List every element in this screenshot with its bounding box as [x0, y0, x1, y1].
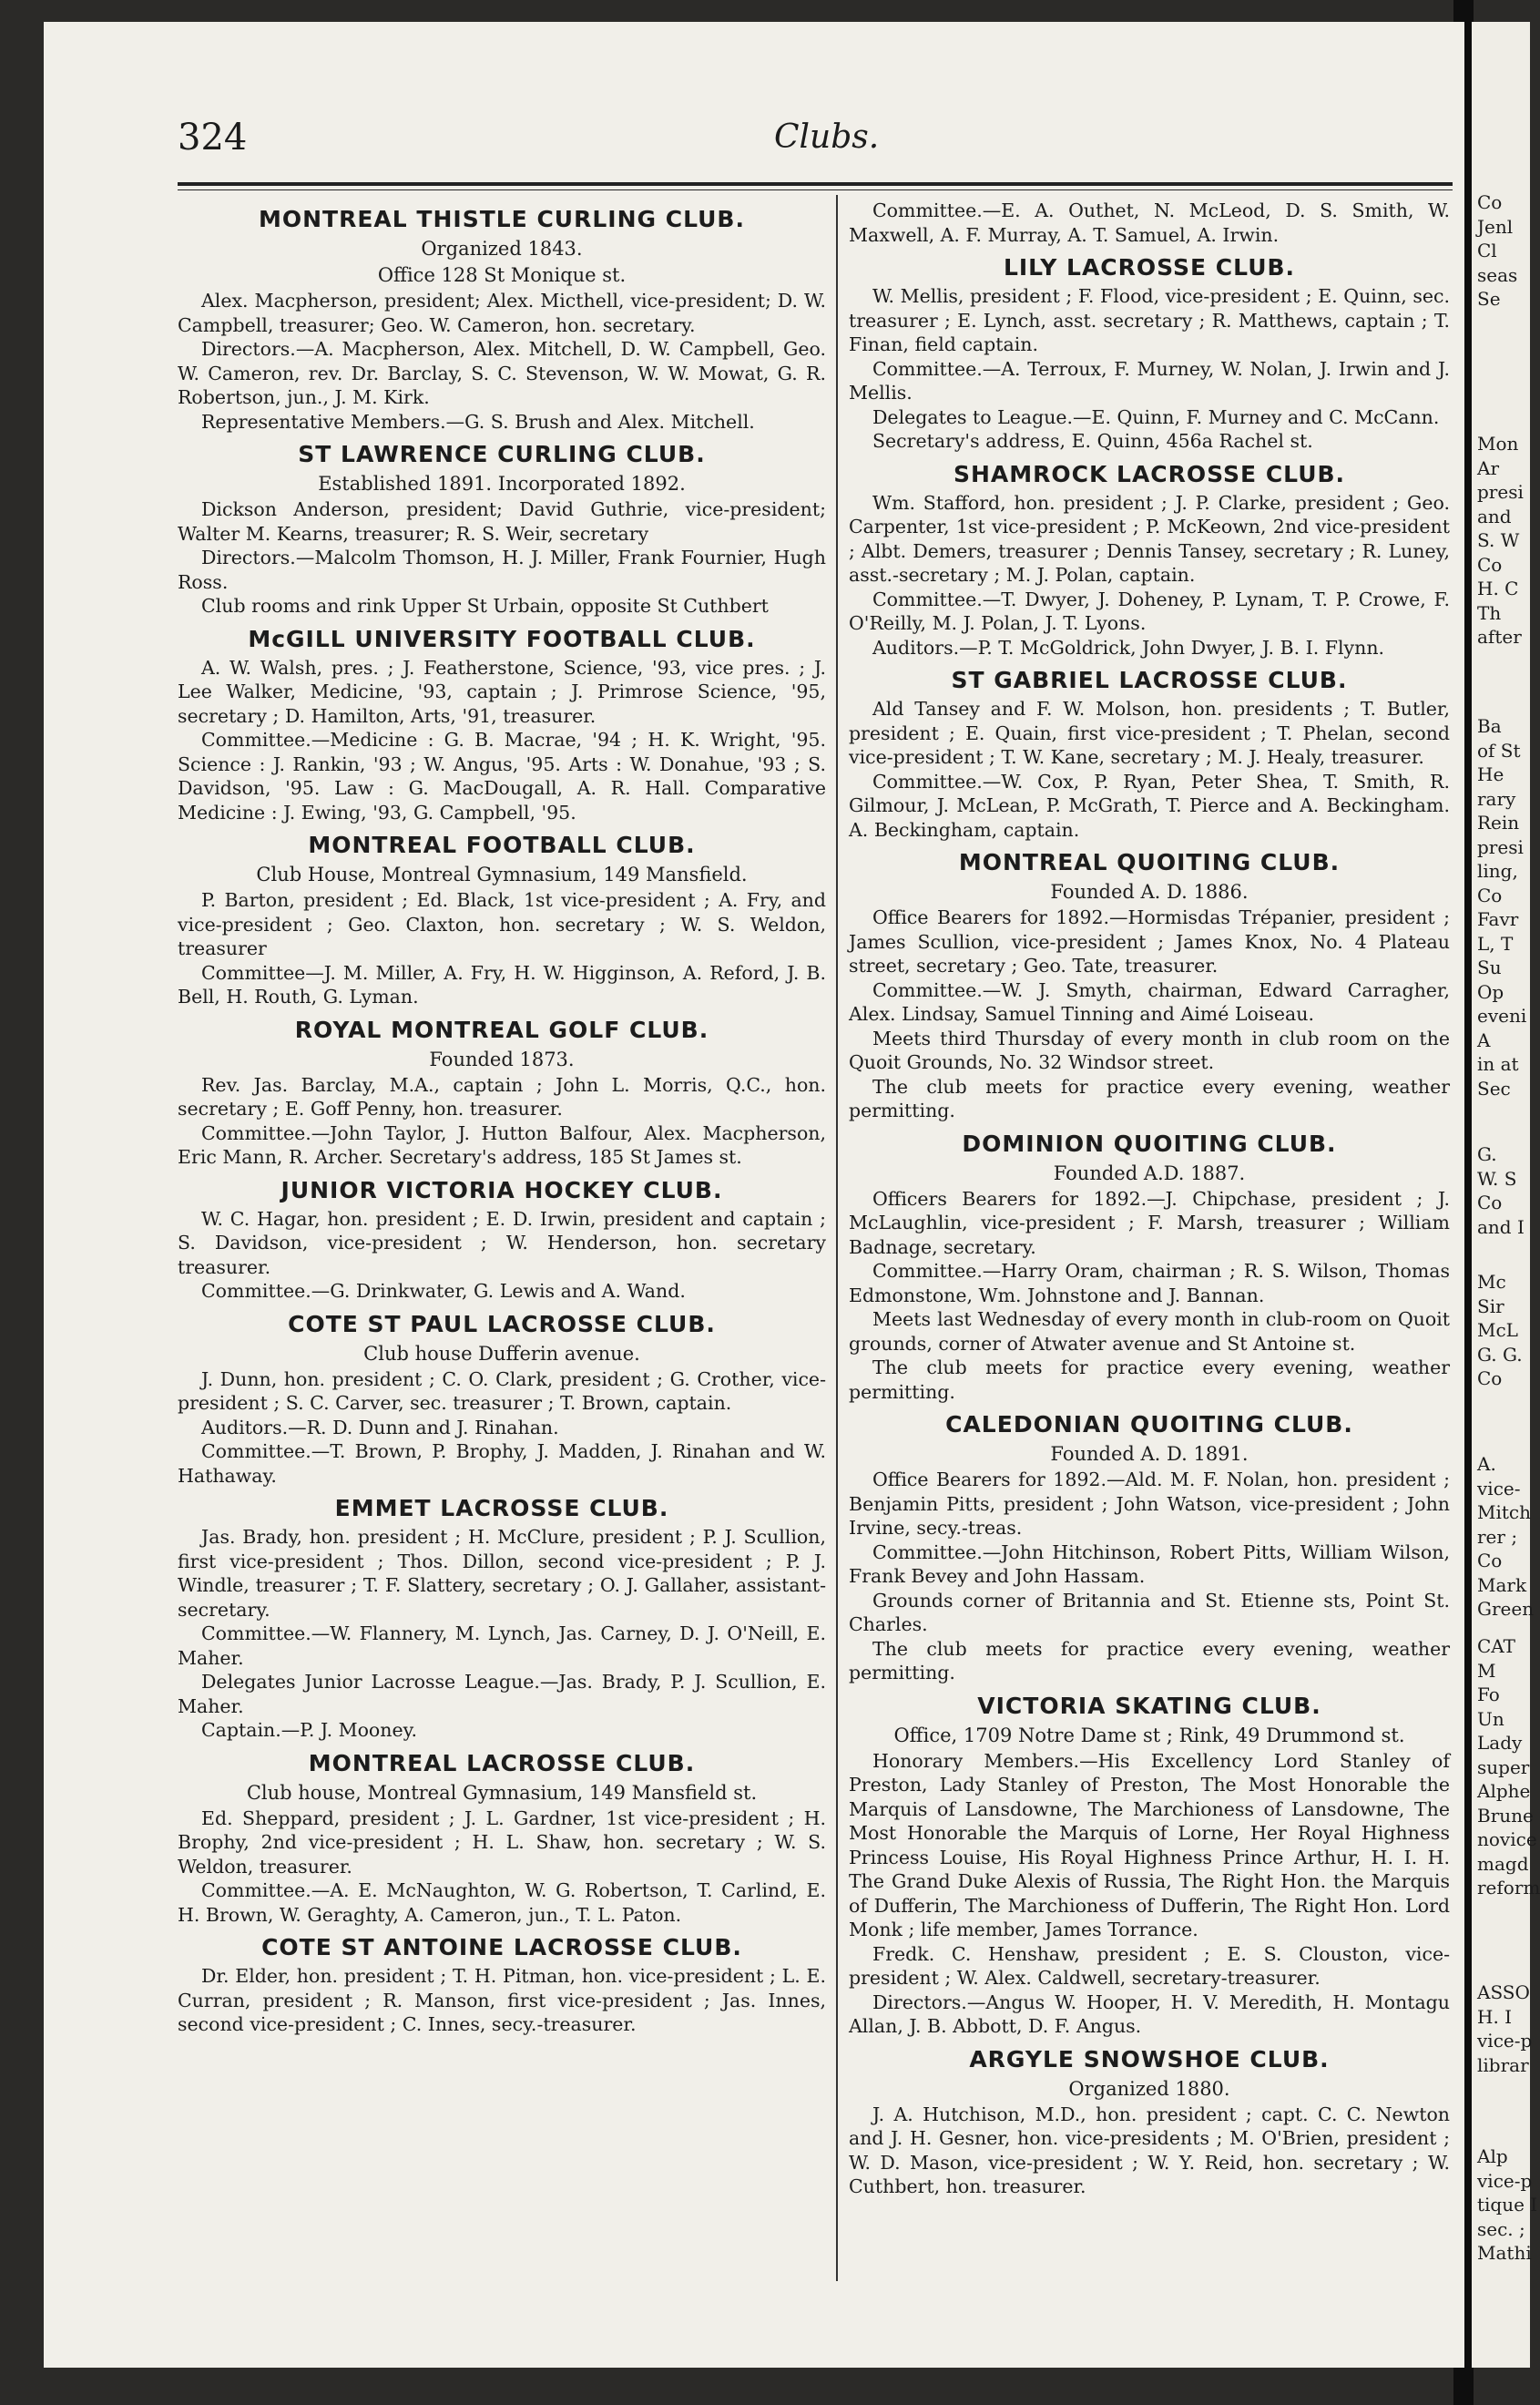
facing-line: Cl	[1477, 240, 1497, 261]
club-entry	[178, 204, 826, 434]
facing-line: Rein	[1477, 812, 1520, 834]
club-paragraph: P. Barton, president ; Ed. Black, 1st vice-president ; A. Fry, and vice-president ; Geo. Claxton, hon. secretary ; W. S. Weldon, treasurer	[178, 889, 826, 959]
club-paragraph: Committee.—W. Cox, P. Ryan, Peter Shea, T. Smith, R. Gilmour, J. McLean, P. McGrath, T. Pierce and A. Beckingham. A. Beckingham, captain.	[849, 770, 1450, 841]
facing-line: eveni	[1477, 1005, 1527, 1027]
club-paragraph: Auditors.—P. T. McGoldrick, John Dwyer, J. B. I. Flynn.	[872, 636, 1385, 659]
facing-line: magd	[1477, 1852, 1529, 1875]
club-paragraph: Secretary's address, E. Quinn, 456a Rachel st.	[872, 430, 1313, 452]
club-paragraph: Delegates Junior Lacrosse League.—Jas. Brady, P. J. Scullion, E. Maher.	[178, 1671, 826, 1717]
club-title: JUNIOR VICTORIA HOCKEY CLUB.	[280, 1176, 723, 1203]
club-entry	[178, 1015, 826, 1170]
facing-line: Co	[1477, 553, 1503, 576]
facing-line: M	[1477, 1659, 1496, 1682]
facing-line: S. W	[1477, 529, 1520, 551]
facing-line: sec. ;	[1477, 2217, 1525, 2240]
facing-line: H. I	[1477, 2005, 1513, 2028]
facing-line: Se	[1477, 288, 1501, 310]
club-paragraph: Directors.—Angus W. Hooper, H. V. Meredith, H. Montagu Allan, J. B. Abbott, D. F. Angus.	[849, 1991, 1450, 2037]
club-entry	[178, 830, 826, 1009]
club-title: SHAMROCK LACROSSE CLUB.	[953, 460, 1346, 487]
club-paragraph: Committee.—G. Drinkwater, G. Lewis and A. Wand.	[201, 1280, 686, 1302]
facing-line: Favr	[1477, 908, 1519, 930]
facing-line: vice-p	[1477, 2169, 1533, 2192]
facing-line: He	[1477, 763, 1504, 785]
club-entry	[849, 2044, 1450, 2199]
facing-line: Co	[1477, 1192, 1503, 1213]
club-subheading: Club house Dufferin avenue.	[363, 1342, 640, 1365]
facing-page-edge	[1472, 22, 1540, 2368]
facing-fragment	[1477, 1142, 1525, 1239]
facing-line: Sec	[1477, 1077, 1511, 1100]
club-subheading: Founded A.D. 1887.	[1053, 1162, 1246, 1184]
facing-line: A.	[1477, 1453, 1496, 1475]
facing-fragment	[1477, 2144, 1537, 2266]
header-rule-thick	[178, 182, 1453, 186]
club-paragraph: Committee.—Medicine : G. B. Macrae, '94 ; H. K. Wright, '95. Science : J. Rankin, '93 ; W. Angus, '95. Arts : W. Donahue, '93 ; S. Davidson, '95. Law : G. MacDougall, A. R. Hall. Comparative Medicine : J. Ewing, '93, G. Campbell, '95.	[178, 729, 826, 824]
facing-fragment	[1477, 1452, 1534, 1622]
club-paragraph: W. Mellis, president ; F. Flood, vice-president ; E. Quinn, sec. treasurer ; E. Lynch, asst. secretary ; R. Matthews, captain ; T. Finan, field captain.	[849, 285, 1450, 355]
facing-line: reform	[1477, 1877, 1540, 1898]
club-entry	[849, 459, 1450, 660]
running-head: Clubs.	[774, 118, 880, 156]
column-divider	[836, 195, 838, 2281]
facing-line: vice-	[1477, 1477, 1521, 1499]
facing-line: Op	[1477, 980, 1504, 1003]
facing-line: Mitch	[1477, 1501, 1531, 1523]
club-subheading: Founded A. D. 1891.	[1050, 1443, 1249, 1465]
right-column	[849, 199, 1450, 2199]
facing-line: presi	[1477, 481, 1524, 503]
club-entry	[178, 1932, 826, 2037]
club-paragraph: Ed. Sheppard, president ; J. L. Gardner, 1st vice-president ; H. Brophy, 2nd vice-president ; H. L. Shaw, hon. secretary ; W. S. Weldon, treasurer.	[178, 1806, 826, 1878]
club-paragraph: The club meets for practice every evening, weather permitting.	[849, 1075, 1450, 1121]
facing-line: CAT	[1477, 1635, 1515, 1657]
facing-line: Su	[1477, 957, 1502, 978]
club-entry	[178, 1309, 826, 1489]
facing-line: Mon	[1477, 433, 1519, 455]
club-paragraph: Meets last Wednesday of every month in club-room on Quoit grounds, corner of Atwater avenue and St Antoine st.	[849, 1308, 1450, 1355]
facing-line: rary	[1477, 787, 1516, 810]
page-header	[178, 117, 1453, 162]
facing-line: Un	[1477, 1707, 1504, 1730]
club-paragraph: Captain.—P. J. Mooney.	[201, 1719, 417, 1741]
facing-line: Co	[1477, 191, 1503, 213]
facing-fragment	[1477, 1980, 1532, 2077]
club-paragraph: Rev. Jas. Barclay, M.A., captain ; John L. Morris, Q.C., hon. secretary ; E. Goff Penny, hon. treasurer.	[178, 1073, 826, 1120]
facing-line: W. S	[1477, 1167, 1517, 1190]
club-title: DOMINION QUOITING CLUB.	[962, 1130, 1337, 1157]
club-title: LILY LACROSSE CLUB.	[1003, 254, 1296, 281]
club-title: MONTREAL THISTLE CURLING CLUB.	[259, 206, 745, 232]
club-paragraph: Committee.—W. J. Smyth, chairman, Edward Carragher, Alex. Lindsay, Samuel Tinning and Aimé Loiseau.	[849, 978, 1450, 1025]
club-title: VICTORIA SKATING CLUB.	[977, 1692, 1321, 1719]
club-entry	[849, 1129, 1450, 1405]
club-paragraph: Jas. Brady, hon. president ; H. McClure, president ; P. J. Scullion, first vice-president ; Thos. Dillon, second vice-president ; P. J. Windle, treasurer ; T. F. Slattery, secretary ; O. J. Gallaher, assistant-secretary.	[178, 1526, 826, 1621]
club-entry	[178, 1175, 826, 1304]
facing-line: Th	[1477, 601, 1502, 624]
club-title: COTE ST ANTOINE LACROSSE CLUB.	[261, 1934, 742, 1960]
facing-line: librar	[1477, 2053, 1529, 2076]
facing-line: and I	[1477, 1215, 1525, 1238]
facing-line: Mc	[1477, 1271, 1506, 1293]
club-entry	[178, 1493, 826, 1743]
club-subheading: Organized 1880.	[1068, 2077, 1230, 2100]
club-paragraph: Delegates to League.—E. Quinn, F. Murney and C. McCann.	[872, 405, 1440, 428]
club-paragraph: The club meets for practice every evening, weather permitting.	[849, 1356, 1450, 1403]
club-title: ARGYLE SNOWSHOE CLUB.	[969, 2045, 1330, 2072]
club-title: MONTREAL FOOTBALL CLUB.	[308, 832, 696, 858]
facing-line: Ba	[1477, 715, 1502, 737]
facing-line: Fo	[1477, 1684, 1500, 1705]
facing-line: Co	[1477, 1550, 1503, 1571]
club-paragraph: Wm. Stafford, hon. president ; J. P. Clarke, president ; Geo. Carpenter, 1st vice-president ; P. McKeown, 2nd vice-president ; Albt. Demers, treasurer ; Dennis Tansey, secretary ; R. Luney, asst.-secretary ; M. J. Polan, captain.	[849, 491, 1450, 586]
club-paragraph: Officers Bearers for 1892.—J. Chipchase, president ; J. McLaughlin, vice-president ; F. Marsh, treasurer ; William Badnage, secretary.	[849, 1187, 1450, 1258]
club-title: McGILL UNIVERSITY FOOTBALL CLUB.	[248, 625, 756, 652]
facing-line: G. G.	[1477, 1343, 1523, 1366]
club-entry	[849, 665, 1450, 842]
facing-line: Lady	[1477, 1732, 1523, 1754]
left-column	[178, 199, 826, 2037]
club-paragraph: Committee.—T. Dwyer, J. Doheney, P. Lynam, T. P. Crowe, F. O'Reilly, M. J. Polan, J. T. Lyons.	[849, 588, 1450, 634]
club-paragraph: J. A. Hutchison, M.D., hon. president ; capt. C. C. Newton and J. H. Gesner, hon. vice-presidents ; M. O'Brien, president ; W. D. Mason, vice-president ; W. Y. Reid, hon. secretary ; W. Cuthbert, hon. treasurer.	[849, 2103, 1450, 2197]
facing-line: Mathi	[1477, 2242, 1532, 2264]
facing-line: rer ;	[1477, 1525, 1518, 1548]
facing-line: Mark	[1477, 1573, 1527, 1596]
facing-line: Brune	[1477, 1804, 1534, 1827]
facing-line: super	[1477, 1755, 1530, 1778]
club-paragraph: Committee.—A. Terroux, F. Murney, W. Nolan, J. Irwin and J. Mellis.	[849, 357, 1450, 404]
club-title: ST LAWRENCE CURLING CLUB.	[298, 441, 706, 467]
club-subheading: Founded 1873.	[429, 1048, 575, 1070]
facing-fragment	[1477, 714, 1526, 1100]
club-entry	[849, 252, 1450, 454]
club-title: COTE ST PAUL LACROSSE CLUB.	[288, 1310, 716, 1337]
club-paragraph: Office Bearers for 1892.—Ald. M. F. Nolan, hon. president ; Benjamin Pitts, president ; John Watson, vice-president ; John Irvine, secy.-treas.	[849, 1469, 1450, 1539]
facing-line: Jenl	[1477, 215, 1514, 238]
facing-line: ling,	[1477, 860, 1518, 882]
facing-line: G.	[1477, 1143, 1497, 1165]
facing-line: presi	[1477, 835, 1524, 858]
facing-line: and	[1477, 505, 1512, 527]
club-entry	[849, 1409, 1450, 1685]
facing-line: Green	[1477, 1598, 1535, 1620]
facing-line: in at	[1477, 1053, 1519, 1075]
club-paragraph: A. W. Walsh, pres. ; J. Featherstone, Science, '93, vice pres. ; J. Lee Walker, Medicine, '93, captain ; J. Primrose Science, '95, secretary ; D. Hamilton, Arts, '91, treasurer.	[178, 656, 826, 727]
club-paragraph: Committee.—John Taylor, J. Hutton Balfour, Alex. Macpherson, Eric Mann, R. Archer. Secretary's address, 185 St James st.	[178, 1121, 826, 1168]
club-title: CALEDONIAN QUOITING CLUB.	[945, 1411, 1353, 1438]
club-paragraph: Committee.—A. E. McNaughton, W. G. Robertson, T. Carlind, E. H. Brown, W. Geraghty, A. Cameron, jun., T. L. Paton.	[178, 1879, 826, 1926]
page-number: 324	[178, 117, 248, 159]
facing-fragment	[1477, 190, 1517, 312]
club-paragraph: Committee.—W. Flannery, M. Lynch, Jas. Carney, D. J. O'Neill, E. Maher.	[178, 1622, 826, 1669]
club-subheading: Organized 1843.	[421, 238, 583, 260]
facing-line: of St	[1477, 739, 1521, 762]
facing-line: Ar	[1477, 456, 1500, 479]
club-subheading: Club House, Montreal Gymnasium, 149 Mansfield.	[256, 864, 748, 885]
club-title: EMMET LACROSSE CLUB.	[334, 1495, 669, 1521]
facing-fragment	[1477, 1270, 1523, 1391]
club-subheading: Founded A. D. 1886.	[1050, 881, 1249, 903]
club-paragraph: Fredk. C. Henshaw, president ; E. S. Clouston, vice-president ; W. Alex. Caldwell, secretary-treasurer.	[849, 1942, 1450, 1989]
club-paragraph: Auditors.—R. D. Dunn and J. Rinahan.	[201, 1416, 559, 1438]
facing-line: McL	[1477, 1319, 1518, 1341]
club-entry	[178, 1748, 826, 1928]
facing-fragment	[1477, 432, 1524, 650]
facing-line: ASSO	[1477, 1981, 1530, 2003]
club-subheading: Established 1891. Incorporated 1892.	[318, 473, 686, 495]
club-paragraph: Committee.—E. A. Outhet, N. McLeod, D. S. Smith, W. Maxwell, A. F. Murray, A. T. Samuel, A. Irwin.	[849, 200, 1450, 246]
facing-line: tique I	[1477, 2194, 1538, 2216]
facing-line: Co	[1477, 884, 1503, 906]
club-paragraph: W. C. Hagar, hon. president ; E. D. Irwin, president and captain ; S. Davidson, vice-president ; W. Henderson, hon. secretary treasurer.	[178, 1207, 826, 1278]
club-subheading: Office 128 St Monique st.	[377, 264, 627, 286]
facing-line: Alp	[1477, 2145, 1508, 2167]
club-paragraph: Committee—J. M. Miller, A. Fry, H. W. Higginson, A. Reford, J. B. Bell, H. Routh, G. Lyman.	[178, 961, 826, 1008]
club-paragraph: Honorary Members.—His Excellency Lord Stanley of Preston, Lady Stanley of Preston, The Most Honorable the Marquis of Lansdowne, The Marchioness of Lansdowne, The Most Honorable the Marquis of Lorne, Her Royal Highness Princess Louise, His Royal Highness Prince Arthur, H. I. H. The Grand Duke Alexis of Russia, The Right Hon. the Marquis of Dufferin, The Marchioness of Dufferin, The Right Hon. Lord Monk ; life member, James Torrance.	[849, 1749, 1450, 1940]
club-paragraph: Meets third Thursday of every month in club room on the Quoit Grounds, No. 32 Windsor street.	[849, 1027, 1450, 1073]
club-paragraph: Dr. Elder, hon. president ; T. H. Pitman, hon. vice-president ; L. E. Curran, president ; R. Manson, first vice-president ; Jas. Innes, second vice-president ; C. Innes, secy.-treasurer.	[178, 1965, 826, 2035]
facing-line: H. C	[1477, 578, 1519, 599]
club-paragraph: Office Bearers for 1892.—Hormisdas Trépanier, president ; James Scullion, vice-president ; James Knox, No. 4 Plateau street, secretary ; Geo. Tate, treasurer.	[849, 906, 1450, 977]
club-paragraph: Committee.—Harry Oram, chairman ; R. S. Wilson, Thomas Edmonstone, Wm. Johnstone and J. Bannan.	[849, 1260, 1450, 1306]
club-paragraph: Dickson Anderson, president; David Guthrie, vice-president; Walter M. Kearns, treasurer; R. S. Weir, secretary	[178, 498, 826, 545]
facing-line: L, T	[1477, 932, 1514, 955]
club-paragraph: Committee.—John Hitchinson, Robert Pitts, William Wilson, Frank Bevey and John Hassam.	[849, 1540, 1450, 1587]
club-paragraph: Directors.—A. Macpherson, Alex. Mitchell, D. W. Campbell, Geo. W. Cameron, rev. Dr. Barclay, S. C. Stevenson, W. W. Mowat, G. R. Robertson, jun., J. M. Kirk.	[178, 338, 826, 408]
facing-line: seas	[1477, 263, 1518, 286]
club-paragraph: Grounds corner of Britannia and St. Etienne sts, Point St. Charles.	[849, 1589, 1450, 1635]
club-paragraph: The club meets for practice every evening, weather permitting.	[849, 1637, 1450, 1684]
club-subheading: Club house, Montreal Gymnasium, 149 Mansfield st.	[246, 1781, 758, 1804]
club-title: MONTREAL QUOITING CLUB.	[958, 849, 1341, 875]
club-paragraph: J. Dunn, hon. president ; C. O. Clark, president ; G. Crother, vice-president ; S. C. Carver, sec. treasurer ; T. Brown, captain.	[178, 1367, 826, 1414]
club-paragraph: Club rooms and rink Upper St Urbain, opposite St Cuthbert	[201, 595, 769, 617]
club-entry	[849, 1691, 1450, 2039]
club-entry	[178, 439, 826, 619]
facing-line: vice-p	[1477, 2030, 1533, 2052]
club-subheading: Office, 1709 Notre Dame st ; Rink, 49 Drummond st.	[893, 1724, 1405, 1746]
facing-fragment	[1477, 1634, 1540, 1900]
facing-line: novice	[1477, 1828, 1537, 1850]
facing-line: Alphe	[1477, 1780, 1531, 1802]
header-rule-thin	[178, 189, 1453, 190]
facing-line: after	[1477, 626, 1522, 648]
facing-line: A	[1477, 1029, 1491, 1051]
club-entry	[849, 847, 1450, 1123]
club-entry	[849, 199, 1450, 247]
club-entry	[178, 624, 826, 825]
facing-line: Co	[1477, 1367, 1503, 1389]
facing-line: Sir	[1477, 1295, 1504, 1317]
club-title: ROYAL MONTREAL GOLF CLUB.	[294, 1016, 709, 1043]
club-paragraph: Committee.—T. Brown, P. Brophy, J. Madden, J. Rinahan and W. Hathaway.	[178, 1440, 826, 1487]
club-paragraph: Ald Tansey and F. W. Molson, hon. presidents ; T. Butler, president ; E. Quain, first vice-president ; T. Phelan, second vice-president ; T. W. Kane, secretary ; M. J. Healy, treasurer.	[849, 698, 1450, 768]
club-title: ST GABRIEL LACROSSE CLUB.	[951, 667, 1348, 693]
club-paragraph: Directors.—Malcolm Thomson, H. J. Miller, Frank Fournier, Hugh Ross.	[178, 547, 826, 593]
club-paragraph: Alex. Macpherson, president; Alex. Micthell, vice-president; D. W. Campbell, treasurer; Geo. W. Cameron, hon. secretary.	[178, 290, 826, 336]
club-title: MONTREAL LACROSSE CLUB.	[308, 1749, 696, 1776]
club-paragraph: Representative Members.—G. S. Brush and Alex. Mitchell.	[201, 410, 755, 433]
